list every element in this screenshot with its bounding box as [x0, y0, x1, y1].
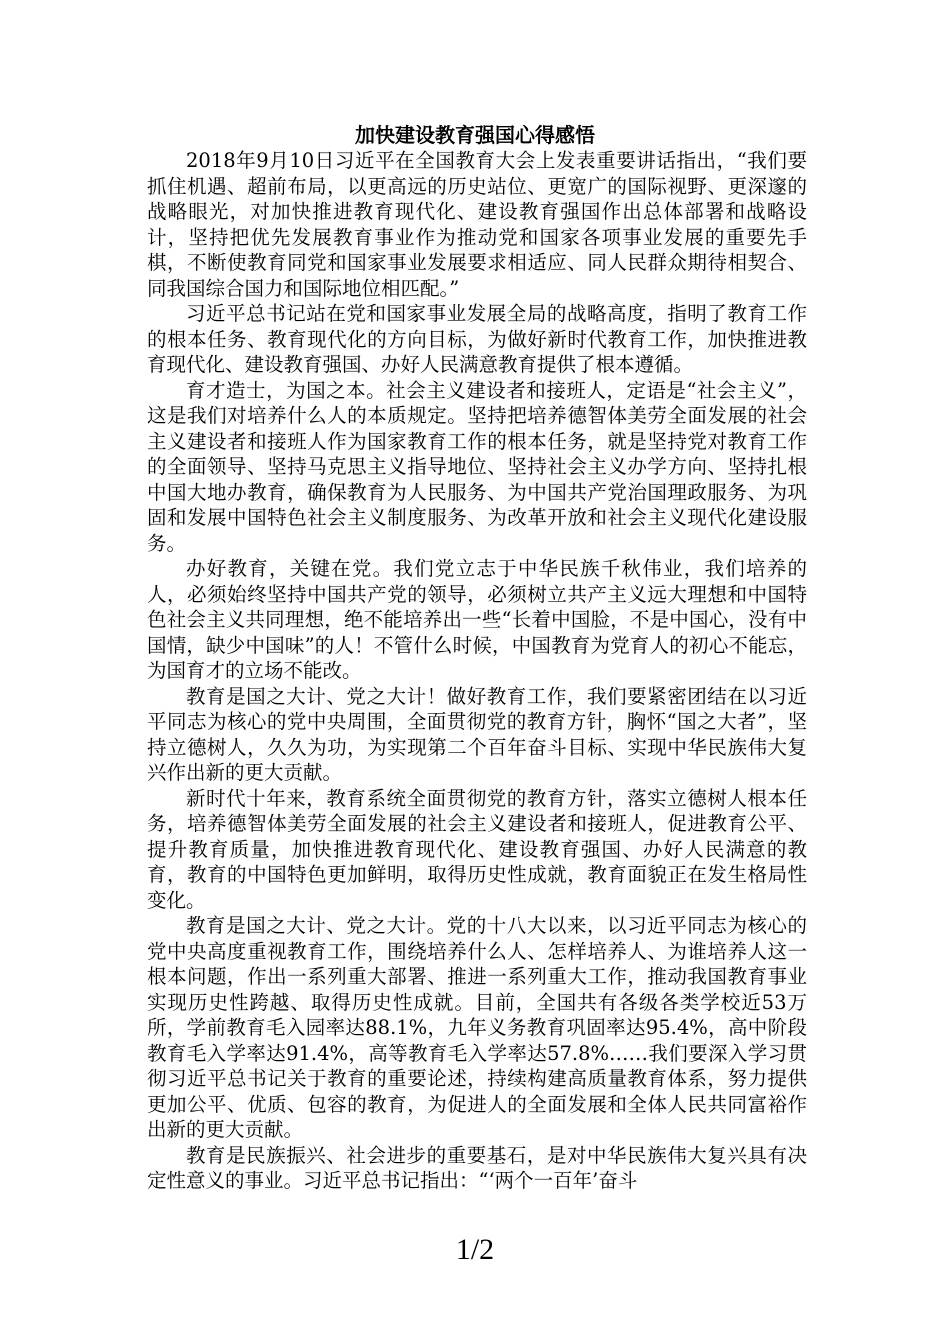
paragraph: 2018年9月10日习近平在全国教育大会上发表重要讲话指出，“我们要抓住机遇、超前布局，以更高远的历史站位、更宽广的国际视野、更深邃的战略眼光，对加快推进教育现代化、建设教育强国作出总体部署和战略设计，坚持把优先发展教育事业作为推动党和国家各项事业发展的重要先手棋，不断使教育同党和国家事业发展要求相适应、同人民群众期待相契合、同我国综合国力和国际地位相匹配。” — [147, 149, 807, 300]
page-number: 1/2 — [455, 1233, 495, 1266]
paragraph: 教育是民族振兴、社会进步的重要基石，是对中华民族伟大复兴具有决定性意义的事业。习近平总书记指出：“‘两个一百年’奋斗 — [147, 1143, 807, 1192]
paragraph: 育才造士，为国之本。社会主义建设者和接班人，定语是“社会主义”，这是我们对培养什么人的本质规定。坚持把培养德智体美劳全面发展的社会主义建设者和接班人作为国家教育工作的根本任务，就是坚持党对教育工作的全面领导、坚持马克思主义指导地位、坚持社会主义办学方向、坚持扎根中国大地办教育，确保教育为人民服务、为中国共产党治国理政服务、为巩固和发展中国特色社会主义制度服务、为改革开放和社会主义现代化建设服务。 — [147, 378, 807, 555]
document-body — [147, 148, 807, 1194]
paragraph: 办好教育，关键在党。我们党立志于中华民族千秋伟业，我们培养的人，必须始终坚持中国共产党的领导，必须树立共产主义远大理想和中国特色社会主义共同理想，绝不能培养出一些“长着中国脸，不是中国心，没有中国情，缺少中国味”的人！不管什么时候，中国教育为党育人的初心不能忘，为国育才的立场不能改。 — [147, 557, 807, 682]
document-title: 加快建设教育强国心得感悟 — [355, 123, 595, 147]
paragraph: 教育是国之大计、党之大计。党的十八大以来，以习近平同志为核心的党中央高度重视教育工作，围绕培养什么人、怎样培养人、为谁培养人这一根本问题，作出一系列重大部署、推进一系列重大工作，推动我国教育事业实现历史性跨越、取得历史性成就。目前，全国共有各级各类学校近53万所，学前教育毛入园率达88.1%，九年义务教育巩固率达95.4%，高中阶段教育毛入学率达91.4%，高等教育毛入学率达57.8%……我们要深入学习贯彻习近平总书记关于教育的重要论述，持续构建高质量教育体系，努力提供更加公平、优质、包容的教育，为促进人的全面发展和全体人民共同富裕作出新的更大贡献。 — [147, 914, 807, 1141]
paragraph: 教育是国之大计、党之大计！做好教育工作，我们要紧密团结在以习近平同志为核心的党中央周围，全面贯彻党的教育方针，胸怀“国之大者”，坚持立德树人，久久为功，为实现第二个百年奋斗目标、实现中华民族伟大复兴作出新的更大贡献。 — [147, 684, 807, 784]
paragraph: 新时代十年来，教育系统全面贯彻党的教育方针，落实立德树人根本任务，培养德智体美劳全面发展的社会主义建设者和接班人，促进教育公平、提升教育质量，加快推进教育现代化、建设教育强国、办好人民满意的教育，教育的中国特色更加鲜明，取得历史性成就，教育面貌正在发生格局性变化。 — [147, 786, 807, 912]
paragraph: 习近平总书记站在党和国家事业发展全局的战略高度，指明了教育工作的根本任务、教育现代化的方向目标，为做好新时代教育工作，加快推进教育现代化、建设教育强国、办好人民满意教育提供了根本遵循。 — [147, 302, 807, 376]
